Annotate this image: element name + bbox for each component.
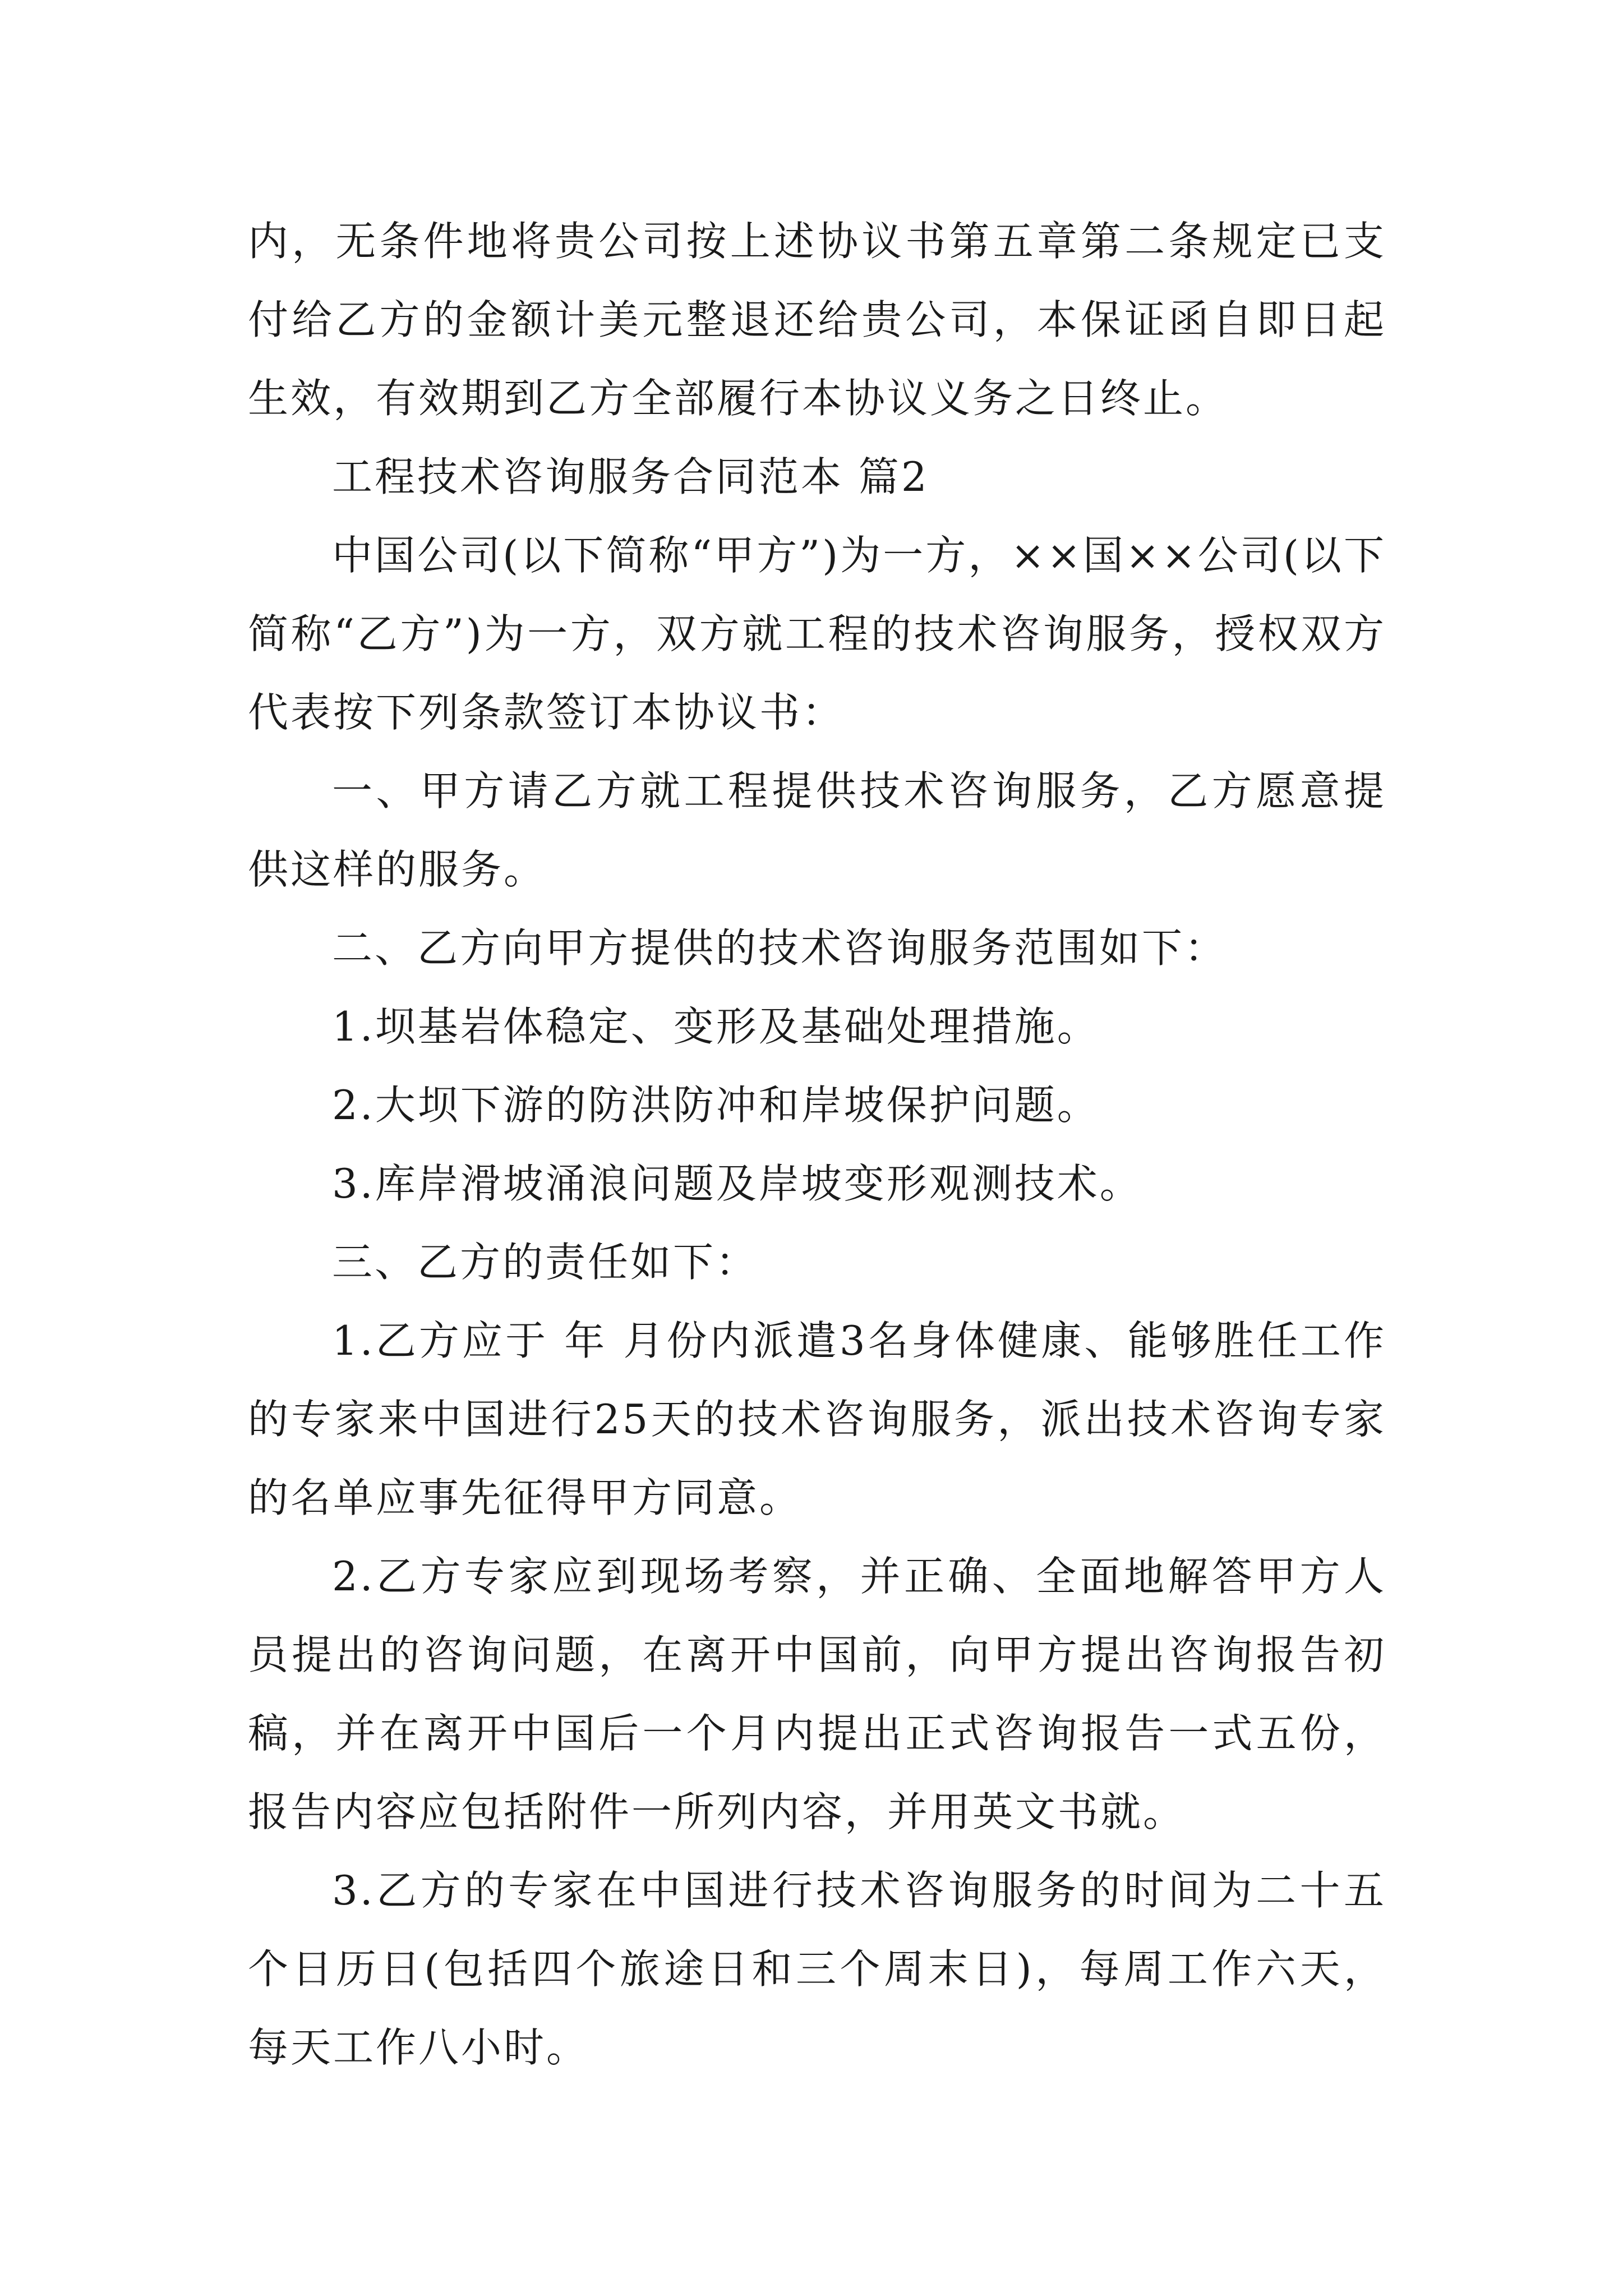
- paragraph-guarantee-tail: 内，无条件地将贵公司按上述协议书第五章第二条规定已支付给乙方的金额计美元整退还给贵公司，本保证函自即日起生效，有效期到乙方全部履行本协议义务之日终止。: [248, 218, 1386, 422]
- clause-3-item-1: 1.乙方应于 年 月份内派遣3名身体健康、能够胜任工作的专家来中国进行25天的技术咨询服务，派出技术咨询专家的名单应事先征得甲方同意。: [248, 1317, 1386, 1521]
- clause-3: 三、乙方的责任如下：: [332, 1239, 759, 1286]
- clause-2-item-1: 1.坝基岩体稳定、变形及基础处理措施。: [332, 1003, 1100, 1050]
- paragraph-parties: 中国公司(以下简称“甲方”)为一方，××国××公司(以下简称“乙方”)为一方，双方就工程的技术咨询服务，授权双方代表按下列条款签订本协议书：: [248, 532, 1386, 736]
- clause-2: 二、乙方向甲方提供的技术咨询服务范围如下：: [332, 924, 1228, 972]
- clause-1: 一、甲方请乙方就工程提供技术咨询服务，乙方愿意提供这样的服务。: [248, 767, 1386, 893]
- clause-3-item-2: 2.乙方专家应到现场考察，并正确、全面地解答甲方人员提出的咨询问题，在离开中国前，向甲方提出咨询报告初稿，并在离开中国后一个月内提出正式咨询报告一式五份，报告内容应包括附件一所列内容，并用英文书就。: [248, 1553, 1386, 1835]
- section-heading-part-2: 工程技术咨询服务合同范本 篇2: [332, 453, 929, 500]
- clause-3-item-3: 3.乙方的专家在中国进行技术咨询服务的时间为二十五个日历日(包括四个旅途日和三个周末日)，每周工作六天，每天工作八小时。: [248, 1867, 1386, 2071]
- clause-2-item-3: 3.库岸滑坡涌浪问题及岸坡变形观测技术。: [332, 1160, 1142, 1207]
- clause-2-item-2: 2.大坝下游的防洪防冲和岸坡保护问题。: [332, 1082, 1100, 1129]
- document-body: [248, 202, 1386, 2087]
